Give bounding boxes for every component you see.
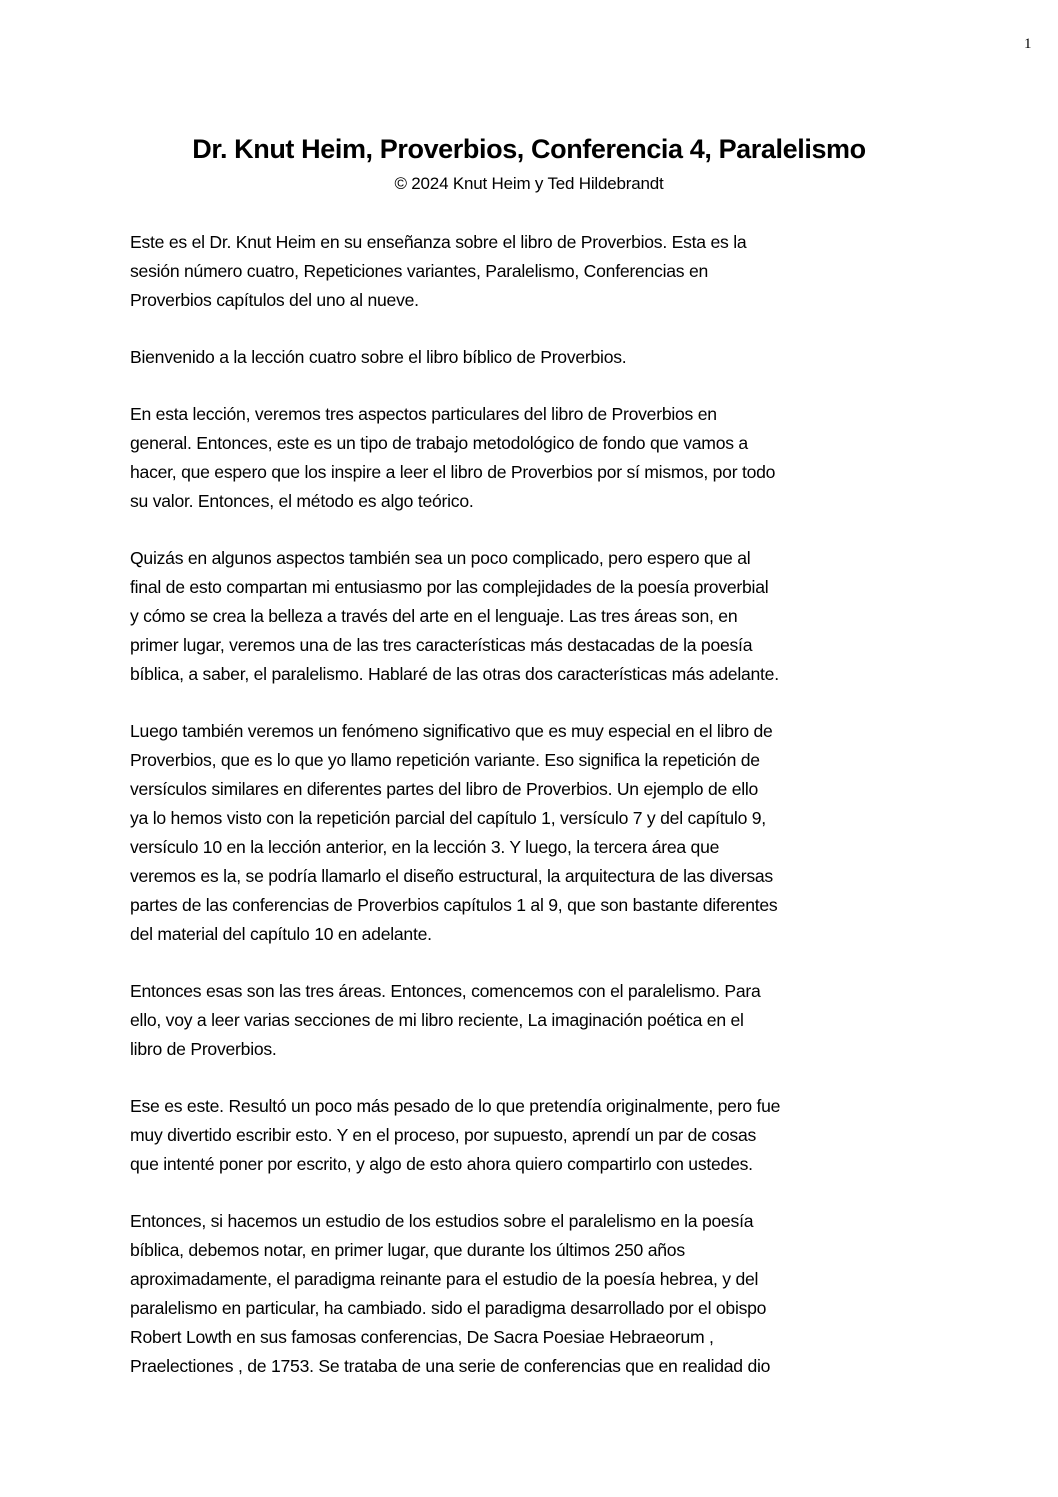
text-line: bíblica, debemos notar, en primer lugar, que durante los últimos 250 años [130, 1240, 685, 1260]
text-line: ello, voy a leer varias secciones de mi libro reciente, La imaginación poética en el [130, 1010, 744, 1030]
paragraph [130, 343, 950, 372]
copyright-line: © 2024 Knut Heim y Ted Hildebrandt [394, 174, 664, 193]
paragraph [130, 977, 950, 1064]
document-title: Dr. Knut Heim, Proverbios, Conferencia 4, Paralelismo [192, 134, 866, 164]
text-line: general. Entonces, este es un tipo de trabajo metodológico de fondo que vamos a [130, 433, 748, 453]
text-line: bíblica, a saber, el paralelismo. Hablaré de las otras dos características más adelante. [130, 664, 779, 684]
document-body [130, 228, 950, 1409]
paragraph [130, 544, 950, 689]
text-line: hacer, que espero que los inspire a leer el libro de Proverbios por sí mismos, por todo [130, 462, 776, 482]
paragraph [130, 1207, 950, 1381]
text-line: y cómo se crea la belleza a través del arte en el lenguaje. Las tres áreas son, en [130, 606, 738, 626]
text-line: final de esto compartan mi entusiasmo por las complejidades de la poesía proverbial [130, 577, 769, 597]
text-line: Bienvenido a la lección cuatro sobre el libro bíblico de Proverbios. [130, 347, 627, 367]
text-line: versículos similares en diferentes partes del libro de Proverbios. Un ejemplo de ello [130, 779, 759, 799]
text-line: Praelectiones , de 1753. Se trataba de una serie de conferencias que en realidad dio [130, 1356, 771, 1376]
paragraph [130, 1092, 950, 1179]
text-line: Robert Lowth en sus famosas conferencias, De Sacra Poesiae Hebraeorum , [130, 1327, 714, 1347]
text-line: su valor. Entonces, el método es algo teórico. [130, 491, 474, 511]
text-line: que intenté poner por escrito, y algo de esto ahora quiero compartirlo con ustedes. [130, 1154, 753, 1174]
text-line: muy divertido escribir esto. Y en el proceso, por supuesto, aprendí un par de cosas [130, 1125, 757, 1145]
text-line: Proverbios, que es lo que yo llamo repetición variante. Eso significa la repetición de [130, 750, 760, 770]
text-line: paralelismo en particular, ha cambiado. sido el paradigma desarrollado por el obispo [130, 1298, 767, 1318]
text-line: Ese es este. Resultó un poco más pesado de lo que pretendía originalmente, pero fue [130, 1096, 781, 1116]
text-line: Entonces, si hacemos un estudio de los estudios sobre el paralelismo en la poesía [130, 1211, 754, 1231]
text-line: Este es el Dr. Knut Heim en su enseñanza sobre el libro de Proverbios. Esta es la [130, 232, 747, 252]
paragraph [130, 717, 950, 949]
paragraph [130, 228, 950, 315]
text-line: aproximadamente, el paradigma reinante para el estudio de la poesía hebrea, y del [130, 1269, 759, 1289]
page-number: 1 [1024, 36, 1032, 52]
text-line: En esta lección, veremos tres aspectos particulares del libro de Proverbios en [130, 404, 717, 424]
text-line: partes de las conferencias de Proverbios capítulos 1 al 9, que son bastante diferentes [130, 895, 778, 915]
text-line: Entonces esas son las tres áreas. Entonces, comencemos con el paralelismo. Para [130, 981, 761, 1001]
text-line: sesión número cuatro, Repeticiones variantes, Paralelismo, Conferencias en [130, 261, 709, 281]
text-line: Proverbios capítulos del uno al nueve. [130, 290, 419, 310]
paragraph [130, 400, 950, 516]
text-line: del material del capítulo 10 en adelante. [130, 924, 432, 944]
text-line: primer lugar, veremos una de las tres características más destacadas de la poesía [130, 635, 753, 655]
text-line: versículo 10 en la lección anterior, en la lección 3. Y luego, la tercera área que [130, 837, 720, 857]
text-line: libro de Proverbios. [130, 1039, 277, 1059]
text-line: Quizás en algunos aspectos también sea un poco complicado, pero espero que al [130, 548, 751, 568]
text-line: veremos es la, se podría llamarlo el diseño estructural, la arquitectura de las diversas [130, 866, 773, 886]
text-line: ya lo hemos visto con la repetición parcial del capítulo 1, versículo 7 y del capítulo 9, [130, 808, 766, 828]
text-line: Luego también veremos un fenómeno significativo que es muy especial en el libro de [130, 721, 773, 741]
